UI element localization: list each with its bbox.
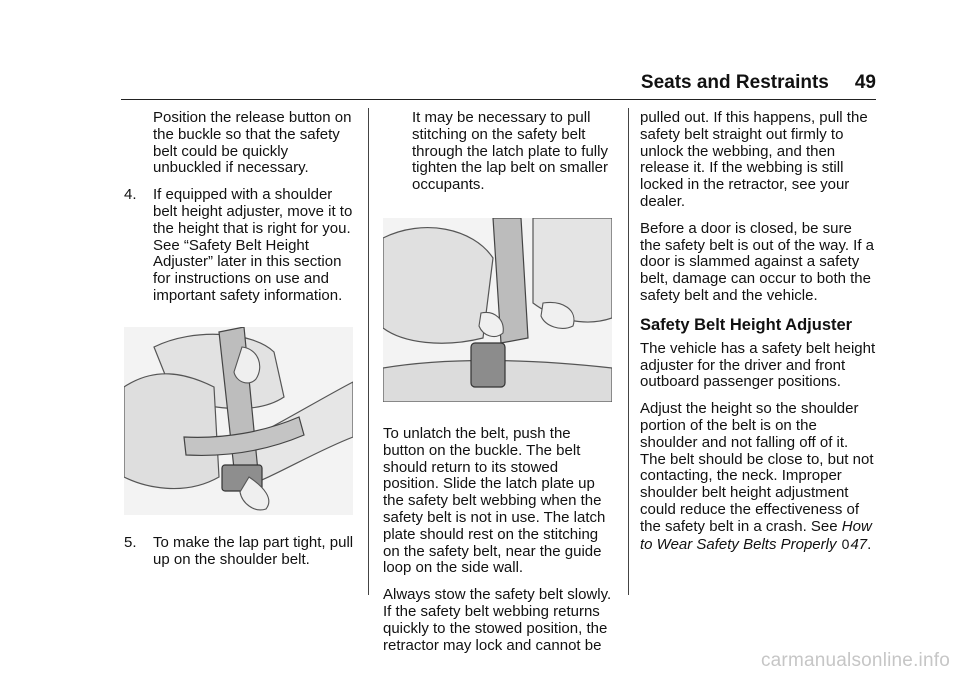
cross-reference-link[interactable]: How to Wear Safety Belts Properly bbox=[640, 517, 872, 553]
unlatch-belt-illustration bbox=[383, 218, 612, 402]
page-reference-icon: 0 bbox=[841, 535, 850, 552]
sentence-end: . bbox=[867, 535, 872, 553]
adjust-height-text: Adjust the height so the shoulder portion of the belt is on the shoulder and not falling off of it. The belt should be close to, but not contacting, the neck. Improper shoulder belt height adjustment could reduce the effectiveness of the safety belt in a crash. See bbox=[640, 400, 874, 535]
header-rule bbox=[121, 99, 876, 100]
column-divider bbox=[628, 108, 629, 595]
column-2 bbox=[383, 110, 615, 664]
paragraph-pulled-out: pulled out. If this happens, pull the safety belt straight out firmly to unlock the webbing, and then release it. If the webbing is still locked in the retractor, see your dealer. bbox=[640, 109, 868, 210]
step-5 bbox=[124, 535, 356, 569]
paragraph-release-button: Position the release button on the buckle so that the safety belt could be quickly unbuckled if necessary. bbox=[153, 109, 352, 177]
section-title: Seats and Restraints bbox=[640, 72, 829, 93]
paragraph-vehicle-adjuster: The vehicle has a safety belt height adjuster for the driver and front outboard passenger positions. bbox=[640, 339, 876, 391]
column-divider bbox=[368, 108, 369, 595]
paragraph-stow-slowly: Always stow the safety belt slowly. If the safety belt webbing returns quickly to the stowed position, the retractor may lock and cannot be bbox=[383, 586, 612, 654]
column-1 bbox=[124, 110, 356, 568]
step-4 bbox=[124, 187, 356, 305]
reference-page-number[interactable]: 47 bbox=[850, 535, 868, 553]
lap-belt-illustration bbox=[124, 327, 353, 515]
paragraph-unlatch: To unlatch the belt, push the button on the buckle. The belt should return to its stowed position. Slide the latch plate up the safety belt webbing when the safety belt is not in use. The latch plate should rest on the stitching on the safety belt, near the guide loop on the side wall. bbox=[383, 424, 606, 577]
watermark: carmanualsonline.info bbox=[760, 650, 950, 671]
section-heading: Safety Belt Height Adjuster bbox=[640, 315, 853, 334]
column-3 bbox=[640, 110, 876, 563]
step-number: 5. bbox=[124, 533, 137, 551]
paragraph-adjust-height bbox=[640, 401, 876, 553]
page-number: 49 bbox=[854, 72, 876, 93]
page-header bbox=[641, 72, 876, 94]
paragraph-door-closed: Before a door is closed, be sure the safety belt is out of the way. If a door is slammed against a safety belt, damage can occur to both the safety belt and the vehicle. bbox=[640, 219, 875, 304]
step-number: 4. bbox=[124, 186, 137, 204]
paragraph-pull-stitching: It may be necessary to pull stitching on the safety belt through the latch plate to fully tighten the lap belt on smaller occupants. bbox=[412, 109, 608, 194]
step-text: If equipped with a shoulder belt height adjuster, move it to the height that is right for you. See “Safety Belt Height Adjuster” later in this section for instructions on use and important safety information. bbox=[153, 186, 353, 304]
step-text: To make the lap part tight, pull up on the shoulder belt. bbox=[153, 533, 354, 568]
